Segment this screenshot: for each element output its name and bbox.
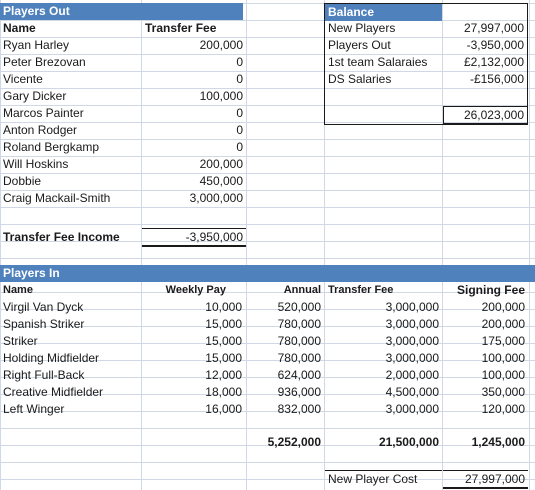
players-out-col-name[interactable]: Name	[3, 21, 36, 35]
players-out-fee-cell[interactable]: 0	[236, 72, 243, 86]
players-in-annual-cell[interactable]: 780,000	[277, 351, 321, 365]
balance-header[interactable]: Balance	[325, 4, 442, 21]
balance-label-cell[interactable]: 1st team Salaraies	[328, 55, 428, 69]
balance-total[interactable]: 26,023,000	[443, 106, 527, 124]
players-in-fee-cell[interactable]: 3,000,000	[385, 317, 439, 331]
players-in-name-cell[interactable]: Spanish Striker	[3, 317, 85, 331]
new-player-cost-value[interactable]: 27,997,000	[443, 470, 528, 489]
transfer-fee-income-value[interactable]: -3,950,000	[142, 228, 246, 247]
players-in-signing-cell[interactable]: 120,000	[481, 402, 525, 416]
players-in-annual-cell[interactable]: 780,000	[277, 317, 321, 331]
balance-value-cell[interactable]: -3,950,000	[466, 38, 524, 52]
balance-label-cell[interactable]: New Players	[328, 21, 396, 35]
grid-row-line	[0, 462, 535, 463]
players-out-name-cell[interactable]: Peter Brezovan	[3, 55, 86, 69]
players-out-fee-cell[interactable]: 200,000	[199, 38, 243, 52]
players-in-annual-cell[interactable]: 832,000	[277, 402, 321, 416]
players-in-col-weekly[interactable]: Weekly Pay	[165, 284, 226, 296]
players-in-header[interactable]: Players In	[0, 265, 535, 282]
players-in-fee-cell[interactable]: 3,000,000	[385, 402, 439, 416]
players-out-name-cell[interactable]: Will Hoskins	[3, 157, 69, 171]
total-transfer-fee[interactable]: 21,500,000	[378, 435, 439, 449]
players-in-weekly-cell[interactable]: 16,000	[205, 402, 242, 416]
players-in-weekly-cell[interactable]: 10,000	[205, 300, 242, 314]
players-in-name-cell[interactable]: Virgil Van Dyck	[3, 300, 84, 314]
players-in-name-cell[interactable]: Striker	[3, 334, 38, 348]
players-out-fee-cell[interactable]: 0	[236, 55, 243, 69]
players-in-name-cell[interactable]: Holding Midfielder	[3, 351, 100, 365]
players-in-name-cell[interactable]: Creative Midfielder	[3, 385, 104, 399]
players-in-signing-cell[interactable]: 200,000	[481, 300, 525, 314]
players-out-fee-cell[interactable]: 0	[236, 140, 243, 154]
players-out-fee-cell[interactable]: 0	[236, 123, 243, 137]
players-out-name-cell[interactable]: Marcos Painter	[3, 106, 84, 120]
players-out-name-cell[interactable]: Anton Rodger	[3, 123, 78, 137]
players-in-fee-cell[interactable]: 3,000,000	[385, 351, 439, 365]
players-out-header[interactable]: Players Out	[0, 3, 243, 20]
grid-row-line	[0, 207, 535, 208]
players-out-fee-cell[interactable]: 200,000	[199, 157, 243, 171]
players-in-name-cell[interactable]: Left Winger	[3, 402, 65, 416]
total-annual[interactable]: 5,252,000	[267, 435, 321, 449]
new-player-cost-label[interactable]: New Player Cost	[325, 470, 442, 488]
players-out-name-cell[interactable]: Vicente	[3, 72, 43, 86]
grid-row-line	[0, 428, 535, 429]
players-in-fee-cell[interactable]: 2,000,000	[385, 368, 439, 382]
players-in-annual-cell[interactable]: 520,000	[277, 300, 321, 314]
players-out-col-fee[interactable]: Transfer Fee	[145, 21, 217, 35]
players-in-fee-cell[interactable]: 4,500,000	[385, 385, 439, 399]
players-in-col-annual[interactable]: Annual	[283, 284, 321, 296]
players-in-signing-cell[interactable]: 100,000	[481, 368, 525, 382]
players-in-weekly-cell[interactable]: 18,000	[205, 385, 242, 399]
balance-value-cell[interactable]: 27,997,000	[463, 21, 524, 35]
players-in-fee-cell[interactable]: 3,000,000	[385, 334, 439, 348]
players-out-fee-cell[interactable]: 0	[236, 106, 243, 120]
players-in-fee-cell[interactable]: 3,000,000	[385, 300, 439, 314]
players-in-signing-cell[interactable]: 100,000	[481, 351, 525, 365]
players-in-weekly-cell[interactable]: 15,000	[205, 334, 242, 348]
players-in-col-signing[interactable]: Signing Fee	[456, 283, 525, 297]
players-out-name-cell[interactable]: Roland Bergkamp	[3, 140, 100, 154]
total-signing-fee[interactable]: 1,245,000	[471, 435, 525, 449]
grid-row-line	[0, 258, 535, 259]
players-in-col-name[interactable]: Name	[3, 284, 33, 296]
players-in-signing-cell[interactable]: 350,000	[481, 385, 525, 399]
players-in-weekly-cell[interactable]: 15,000	[205, 317, 242, 331]
players-out-fee-cell[interactable]: 3,000,000	[189, 191, 243, 205]
players-out-fee-cell[interactable]: 100,000	[199, 89, 243, 103]
grid-column-line	[529, 0, 530, 490]
balance-value-cell[interactable]: -£156,000	[469, 72, 524, 86]
players-out-name-cell[interactable]: Ryan Harley	[3, 38, 70, 52]
players-in-signing-cell[interactable]: 175,000	[481, 334, 525, 348]
players-in-name-cell[interactable]: Right Full-Back	[3, 368, 85, 382]
players-in-weekly-cell[interactable]: 12,000	[205, 368, 242, 382]
players-out-name-cell[interactable]: Craig Mackail-Smith	[3, 191, 111, 205]
transfer-fee-income-label[interactable]: Transfer Fee Income	[3, 230, 120, 244]
players-out-fee-cell[interactable]: 450,000	[199, 174, 243, 188]
players-out-name-cell[interactable]: Dobbie	[3, 174, 42, 188]
balance-label-cell[interactable]: Players Out	[328, 38, 391, 52]
players-in-signing-cell[interactable]: 200,000	[481, 317, 525, 331]
players-in-weekly-cell[interactable]: 15,000	[205, 351, 242, 365]
balance-label-cell[interactable]: DS Salaries	[328, 72, 392, 86]
players-out-name-cell[interactable]: Gary Dicker	[3, 89, 67, 103]
players-in-col-fee[interactable]: Transfer Fee	[328, 284, 394, 296]
players-in-annual-cell[interactable]: 780,000	[277, 334, 321, 348]
grid-row-line	[0, 224, 535, 225]
players-in-annual-cell[interactable]: 624,000	[277, 368, 321, 382]
players-in-annual-cell[interactable]: 936,000	[277, 385, 321, 399]
balance-value-cell[interactable]: £2,132,000	[463, 55, 524, 69]
